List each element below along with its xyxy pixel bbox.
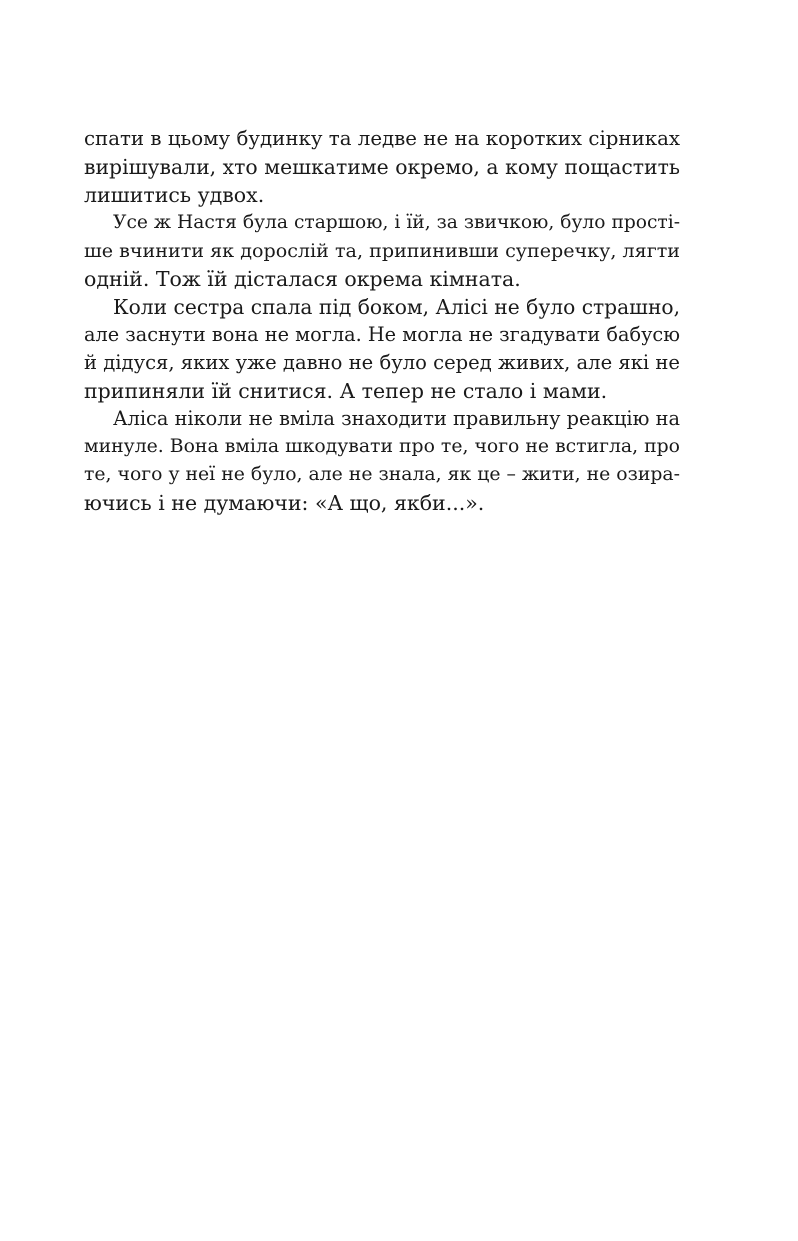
text-line-10: припиняли їй снитися. А тепер не стало і мами.	[84, 379, 608, 403]
text-line-11: Аліса ніколи не вміла знаходити правильну реакцію на	[113, 407, 680, 430]
text-line-6: одній. Тож їй дісталася окрема кімната.	[84, 267, 521, 291]
text-line-14: ючись і не думаючи: «А що, якби...».	[84, 491, 485, 515]
body-text	[84, 125, 680, 517]
text-line-12: минуле. Вона вміла шкодувати про те, чого не встигла, про	[84, 436, 680, 457]
text-line-1: спати в цьому будинку та ледве не на коротких сірниках	[84, 127, 680, 150]
text-line-4: Усе ж Настя була старшою, і їй, за звичкою, було прості-	[113, 212, 680, 233]
text-line-9: й дідуся, яких уже давно не було серед живих, але які не	[84, 351, 680, 374]
text-line-5: ше вчинити як дорослій та, припинивши суперечку, лягти	[84, 239, 680, 262]
text-line-13: те, чого у неї не було, але не знала, як це – жити, не озира-	[84, 464, 680, 485]
text-line-8: але заснути вона не могла. Не могла не згадувати бабусю	[84, 323, 680, 346]
text-line-2: вирішували, хто мешкатиме окремо, а кому пощастить	[84, 155, 680, 179]
text-line-3: лишитись удвох.	[84, 183, 265, 207]
text-line-7: Коли сестра спала під боком, Алісі не було страшно,	[113, 295, 680, 319]
